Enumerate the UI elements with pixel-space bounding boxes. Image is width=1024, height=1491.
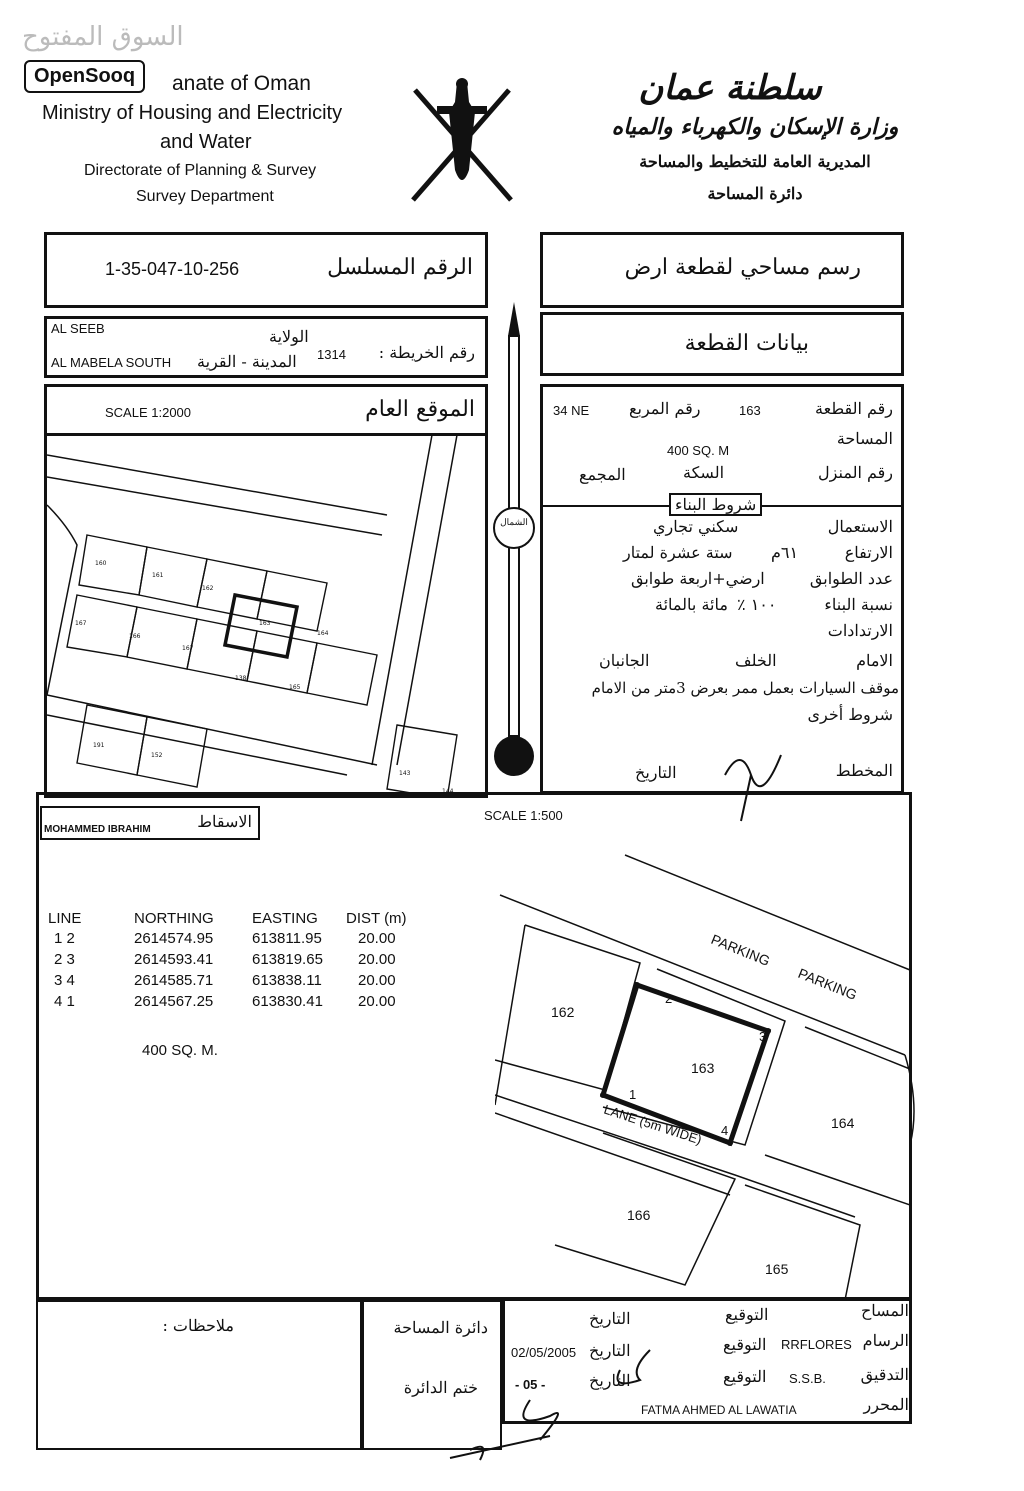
detail-plot-162: 162 (551, 1004, 575, 1020)
plot-data-title-box (540, 312, 904, 376)
map-number-value: 1314 (317, 347, 346, 362)
town-value: AL MABELA SOUTH (51, 355, 172, 370)
detail-plan-map (495, 845, 915, 1300)
title-box (540, 232, 904, 308)
corner-4: 4 (721, 1123, 729, 1138)
site-plot-143: 143 (399, 770, 411, 777)
projection-name: MOHAMMED IBRAHIM (44, 824, 151, 835)
site-plot-165: 165 (289, 684, 301, 691)
drawer-date-label: التاريخ (589, 1341, 631, 1360)
row-easting: 613819.65 (252, 951, 323, 968)
detail-plot-166: 166 (627, 1207, 651, 1223)
row-dist: 20.00 (358, 972, 396, 989)
watermark-arabic: السوق المفتوح (22, 22, 184, 52)
floors-value: ارضي+اربعة طوابق (631, 569, 765, 588)
serial-value: 1-35-047-10-256 (105, 259, 240, 279)
checker-date-label: التاريخ (589, 1371, 631, 1390)
total-area: 400 SQ. M. (142, 1042, 218, 1059)
building-conditions-title: شروط البناء (669, 493, 762, 516)
site-plot-167b: 167 (182, 645, 194, 652)
parking-condition: موقف السيارات بعمل ممر بعرض 3متر من الامام (591, 679, 899, 697)
row-northing: 2614593.41 (134, 951, 214, 968)
plot-data-title: بيانات القطعة (684, 331, 809, 356)
building-ratio-label: نسبة البناء (824, 595, 893, 614)
row-easting: 613838.11 (252, 972, 322, 989)
header-ar-line2: وزارة الإسكان والكهرباء والمياه (611, 114, 899, 140)
plot-info-box (540, 384, 904, 794)
planner-date-label: التاريخ (635, 763, 677, 782)
corner-1: 1 (629, 1087, 637, 1102)
surveyor-label: المساح (860, 1301, 909, 1320)
house-number-label: رقم المنزل (818, 463, 893, 482)
plot-number-label: رقم القطعة (815, 399, 893, 418)
serial-label: الرقم المسلسل (327, 255, 473, 280)
corner-2: 2 (665, 991, 673, 1006)
row-dist: 20.00 (358, 993, 396, 1010)
general-location-scale: SCALE 1:2000 (105, 405, 192, 420)
coords-header-easting: EASTING (252, 910, 318, 927)
use-value: سكني تجاري (653, 517, 739, 536)
setbacks-label: الارتدادات (827, 621, 893, 640)
title-label: رسم مساحي لقطعة ارض (624, 255, 861, 280)
parking-label-1: PARKING (708, 930, 773, 970)
signatures-scribble-icon (430, 1340, 670, 1470)
square-label: رقم المربع (629, 399, 701, 418)
detail-plot-165: 165 (765, 1261, 789, 1277)
header-ar-line1: سلطنة عمان (638, 68, 822, 108)
back-label: الخلف (735, 651, 777, 670)
map-number-label: رقم الخريطة : (378, 343, 475, 362)
height-value: ٦١م (771, 543, 799, 562)
complex-label: المجمع (579, 465, 626, 484)
use-label: الاستعمال (827, 517, 893, 536)
header-en-line2b: and Water (160, 131, 252, 153)
general-location-box (44, 384, 488, 798)
wilayat-label: الولاية (269, 327, 309, 346)
detail-plot-163: 163 (691, 1060, 715, 1076)
row-northing: 2614574.95 (134, 930, 214, 947)
site-plot-144: 144 (442, 788, 454, 795)
table-row (48, 951, 468, 971)
building-ratio-value: ١٠٠ ٪ (737, 595, 777, 614)
site-plot-162: 162 (202, 585, 214, 592)
row-line: 4 1 (54, 993, 75, 1010)
header-en-line3: Directorate of Planning & Survey (84, 162, 317, 179)
area-label: المساحة (836, 429, 893, 448)
survey-department-label: دائرة المساحة (393, 1318, 488, 1337)
checker-signature-label: التوقيع (723, 1367, 767, 1386)
square-value: 34 NE (553, 403, 590, 418)
floors-label: عدد الطوابق (809, 569, 893, 588)
serial-box (44, 232, 488, 308)
north-arrow-icon (488, 296, 540, 794)
projection-label: الاسقاط (197, 812, 252, 831)
front-label: الامام (856, 651, 893, 670)
detail-plan-scale: SCALE 1:500 (484, 808, 563, 823)
checker-name: S.S.B. (789, 1371, 826, 1386)
lane-label: LANE (5m WIDE) (602, 1101, 704, 1148)
row-northing: 2614585.71 (134, 972, 214, 989)
row-easting: 613811.95 (252, 930, 322, 947)
header-ar-line4: دائرة المساحة (707, 184, 803, 203)
opensooq-logo: OpenSooq (24, 60, 145, 93)
location-box (44, 316, 488, 378)
drawer-name: RRFLORES (781, 1337, 852, 1352)
surveyor-date-label: التاريخ (589, 1309, 631, 1328)
editor-label: المحرر (863, 1395, 909, 1414)
table-row (48, 993, 468, 1013)
sides-label: الجانبان (599, 651, 650, 670)
site-plan-map (47, 435, 487, 798)
stamp-label: ختم الدائرة (403, 1378, 478, 1397)
checker-date-value: - 05 - (515, 1377, 546, 1392)
site-plot-160: 160 (95, 560, 107, 567)
header-ar-line3: المديرية العامة للتخطيط والمساحة (639, 152, 871, 171)
surveyor-signature-label: التوقيع (725, 1305, 769, 1324)
row-dist: 20.00 (358, 951, 396, 968)
other-conditions-label: شروط أخرى (807, 705, 893, 724)
coords-header-line: LINE (48, 910, 82, 927)
wilayat-value: AL SEEB (51, 321, 105, 336)
planner-label: المخطط (835, 761, 893, 780)
height-description: ستة عشرة لمتار (623, 543, 733, 562)
area-value: 400 SQ. M (667, 443, 730, 458)
parking-label-2: PARKING (795, 964, 860, 1004)
detail-plot-164: 164 (831, 1115, 855, 1131)
coords-header (48, 910, 468, 930)
general-location-title: الموقع العام (365, 397, 475, 422)
site-plot-153: 153 (207, 792, 219, 799)
site-plot-166: 166 (129, 633, 141, 640)
site-plot-164: 164 (317, 630, 329, 637)
notes-box (36, 1300, 362, 1450)
row-line: 2 3 (54, 951, 75, 968)
checker-label: التدقيق (860, 1365, 909, 1384)
row-dist: 20.00 (358, 930, 396, 947)
building-ratio-description: مائة بالمائة (655, 595, 728, 614)
editor-name: FATMA AHMED AL LAWATIA (641, 1403, 797, 1417)
site-plot-163: 163 (259, 620, 271, 627)
header-en-line1: anate of Oman (172, 72, 311, 95)
corner-3: 3 (759, 1029, 767, 1044)
row-northing: 2614567.25 (134, 993, 214, 1010)
table-row (48, 930, 468, 950)
table-row (48, 972, 468, 992)
row-line: 3 4 (54, 972, 75, 989)
coords-header-dist: DIST (m) (346, 910, 407, 927)
coords-header-northing: NORTHING (134, 910, 214, 927)
drawer-signature-label: التوقيع (723, 1335, 767, 1354)
row-line: 1 2 (54, 930, 75, 947)
site-plot-161: 161 (152, 572, 164, 579)
site-plot-138: 138 (235, 675, 247, 682)
north-label: الشمال (500, 518, 528, 528)
notes-label: ملاحظات : (162, 1316, 234, 1335)
plot-number-value: 163 (739, 403, 761, 418)
row-easting: 613830.41 (252, 993, 323, 1010)
height-label: الارتفاع (844, 543, 893, 562)
drawer-date-value: 02/05/2005 (511, 1345, 577, 1360)
site-plot-191: 191 (93, 742, 105, 749)
oman-emblem-icon (405, 72, 520, 207)
header-en-line2: Ministry of Housing and Electricity (42, 102, 343, 124)
site-plot-152: 152 (151, 752, 163, 759)
site-plot-167a: 167 (75, 620, 87, 627)
street-label: السكة (683, 463, 725, 482)
town-label: المدينة - القرية (197, 352, 297, 371)
drawer-label: الرسام (862, 1331, 909, 1350)
header-en-line4: Survey Department (136, 188, 274, 205)
